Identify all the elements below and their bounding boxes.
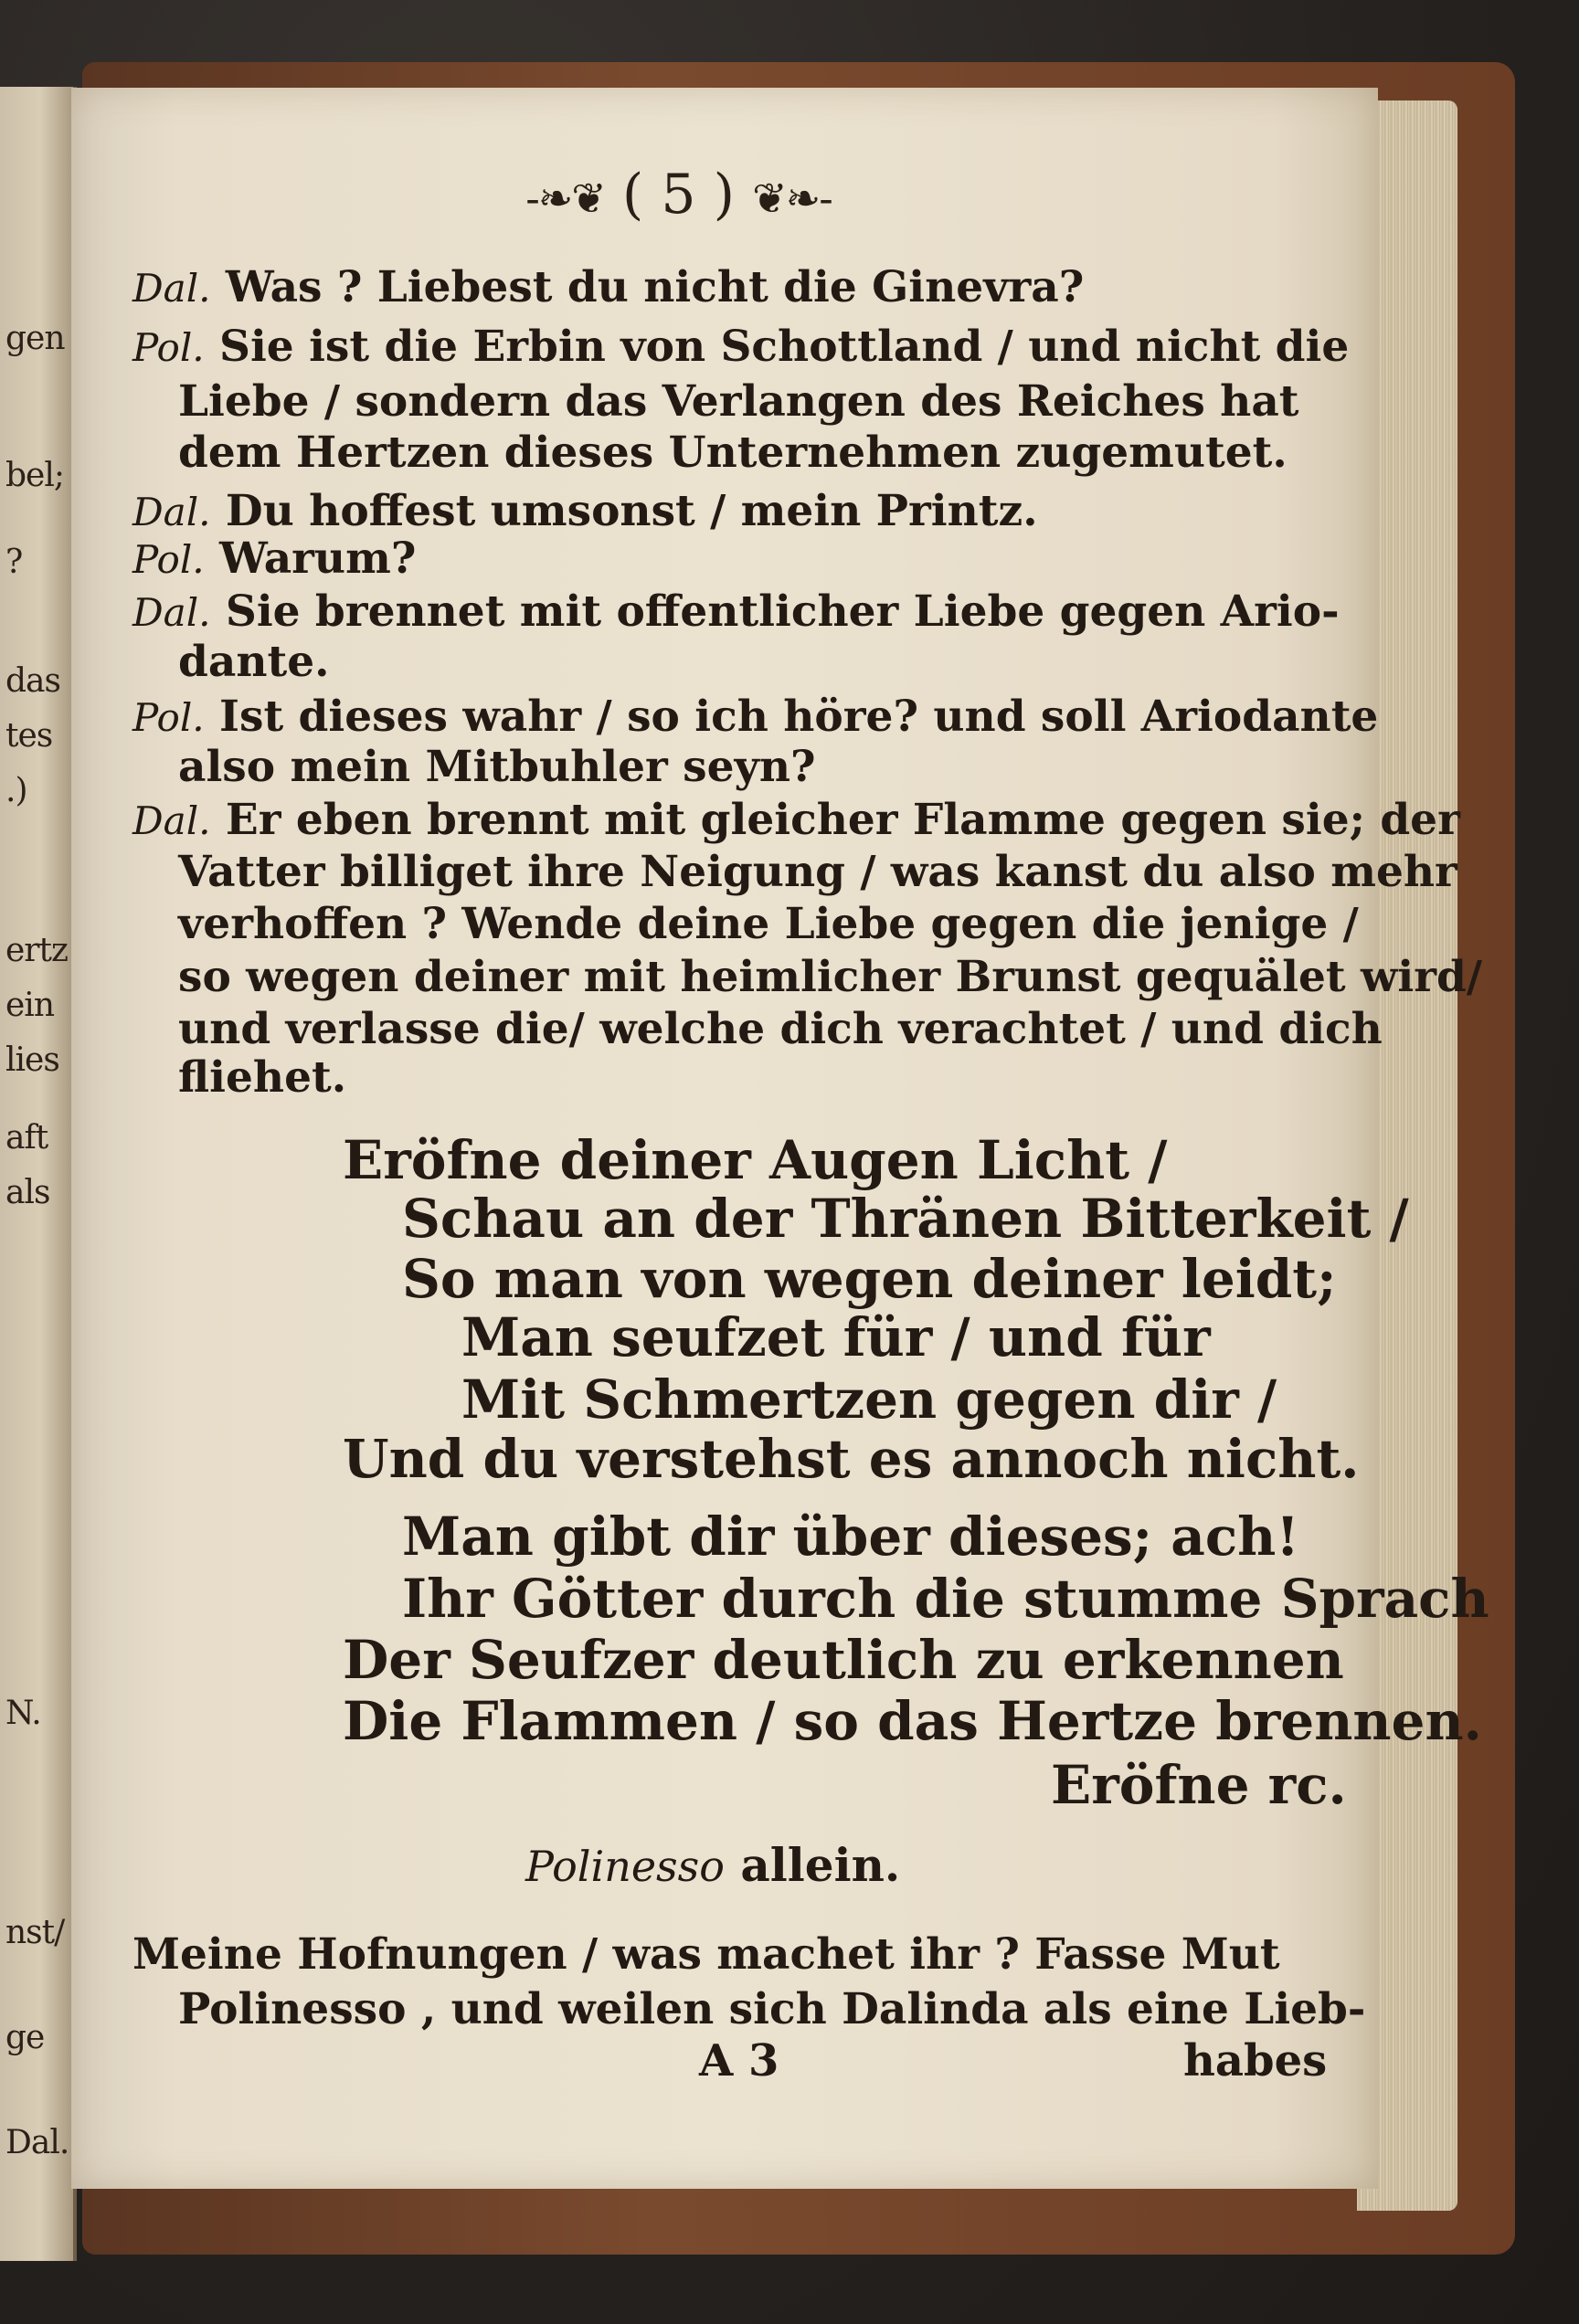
speaker-label: Dal. [132,590,211,635]
dialogue-text: Du hoffest umsonst / mein Printz. [225,486,1038,536]
poem-line: Ihr Götter durch die stumme Sprach [402,1568,1489,1630]
stage-direction-text: allein. [740,1838,901,1892]
left-page-fragment: gen [5,320,65,357]
left-page-fragment: das [5,662,60,700]
poem-line: Schau an der Thränen Bitterkeit / [402,1188,1409,1250]
left-page-edge [0,87,77,2261]
poem-line: Man gibt dir über dieses; ach! [402,1505,1299,1568]
dialogue-text: Ist dieses wahr / so ich höre? und soll Ariodante [219,692,1379,742]
dialogue-text: Sie ist die Erbin von Schottland / und nicht die [219,322,1350,372]
prose-line: Polinesso , und weilen sich Dalinda als eine Lieb- [178,1984,1366,2034]
poem-line: Die Flammen / so das Hertze brennen. [343,1690,1482,1752]
left-page-fragment: tes [5,717,53,755]
left-page-fragment: nst/ [5,1914,65,1951]
dialogue-text: fliehet. [178,1052,347,1103]
speaker-label: Pol. [132,695,205,740]
stage-direction [525,1838,900,1892]
dialogue-text: also mein Mitbuhler seyn? [178,742,816,792]
left-page-fragment: bel; [5,457,64,494]
character-name: Polinesso [525,1842,725,1891]
speaker-label: Dal. [132,266,211,311]
dialogue-line [132,690,1378,745]
prose-line: Meine Hofnungen / was machet ihr ? Fasse Mut [132,1929,1280,1980]
dialogue-text: so wegen deiner mit heimlicher Brunst gequälet wird/ [178,952,1483,1002]
left-page-fragment: N. [5,1695,41,1732]
left-page-fragment: aft [5,1119,48,1157]
left-page-fragment: Dal. [5,2124,69,2161]
dialogue-text: Was ? Liebest du nicht die Ginevra? [225,262,1085,312]
dialogue-line [132,532,416,587]
dialogue-line [132,320,1349,375]
dialogue-line [132,793,1460,849]
left-page-fragment: .) [5,772,27,809]
left-page-fragment: lies [5,1041,59,1079]
dialogue-text: Vatter billiget ihre Neigung / was kanst du also mehr [178,847,1457,897]
dialogue-text: verhoffen ? Wende deine Liebe gegen die jenige / [178,899,1359,949]
poem-refrain: Eröfne rc. [1051,1754,1347,1816]
header-ornament-left: -❧❦ [525,174,605,223]
speaker-label: Pol. [132,537,205,582]
dialogue-line [132,260,1084,316]
speaker-label: Dal. [132,490,211,534]
poem-line: Der Seufzer deutlich zu erkennen [343,1629,1344,1691]
dialogue-text: Warum? [219,533,417,584]
dialogue-line [132,585,1340,640]
dialogue-text: Er eben brennt mit gleicher Flamme gegen sie; der [225,795,1460,845]
page-header [0,163,1357,227]
poem-line: So man von wegen deiner leidt; [402,1248,1337,1310]
poem-line: Mit Schmertzen gegen dir / [461,1368,1277,1431]
left-page-fragment: ein [5,987,55,1024]
page-number: ( 5 ) [621,163,736,227]
speaker-label: Pol. [132,325,205,370]
left-page-fragment: ge [5,2019,45,2056]
left-page-fragment: als [5,1174,50,1211]
catchword: habes [1183,2035,1328,2086]
dialogue-text: Liebe / sondern das Verlangen des Reiches hat [178,376,1299,427]
poem-line: Und du verstehst es annoch nicht. [343,1428,1360,1490]
signature-mark: A 3 [699,2035,779,2086]
dialogue-text: dem Hertzen dieses Unternehmen zugemutet. [178,428,1288,478]
poem-line: Man seufzet für / und für [461,1306,1211,1368]
dialogue-text: und verlasse die/ welche dich verachtet / und dich [178,1004,1383,1054]
dialogue-text: Sie brennet mit offentlicher Liebe gegen Ario- [225,586,1340,637]
left-page-fragment: ? [5,544,23,581]
left-page-fragment: ertz [5,932,68,969]
poem-line: Eröfne deiner Augen Licht / [343,1129,1168,1191]
speaker-label: Dal. [132,798,211,843]
dialogue-text: dante. [178,637,330,687]
header-ornament-right: ❦❧- [752,174,832,223]
